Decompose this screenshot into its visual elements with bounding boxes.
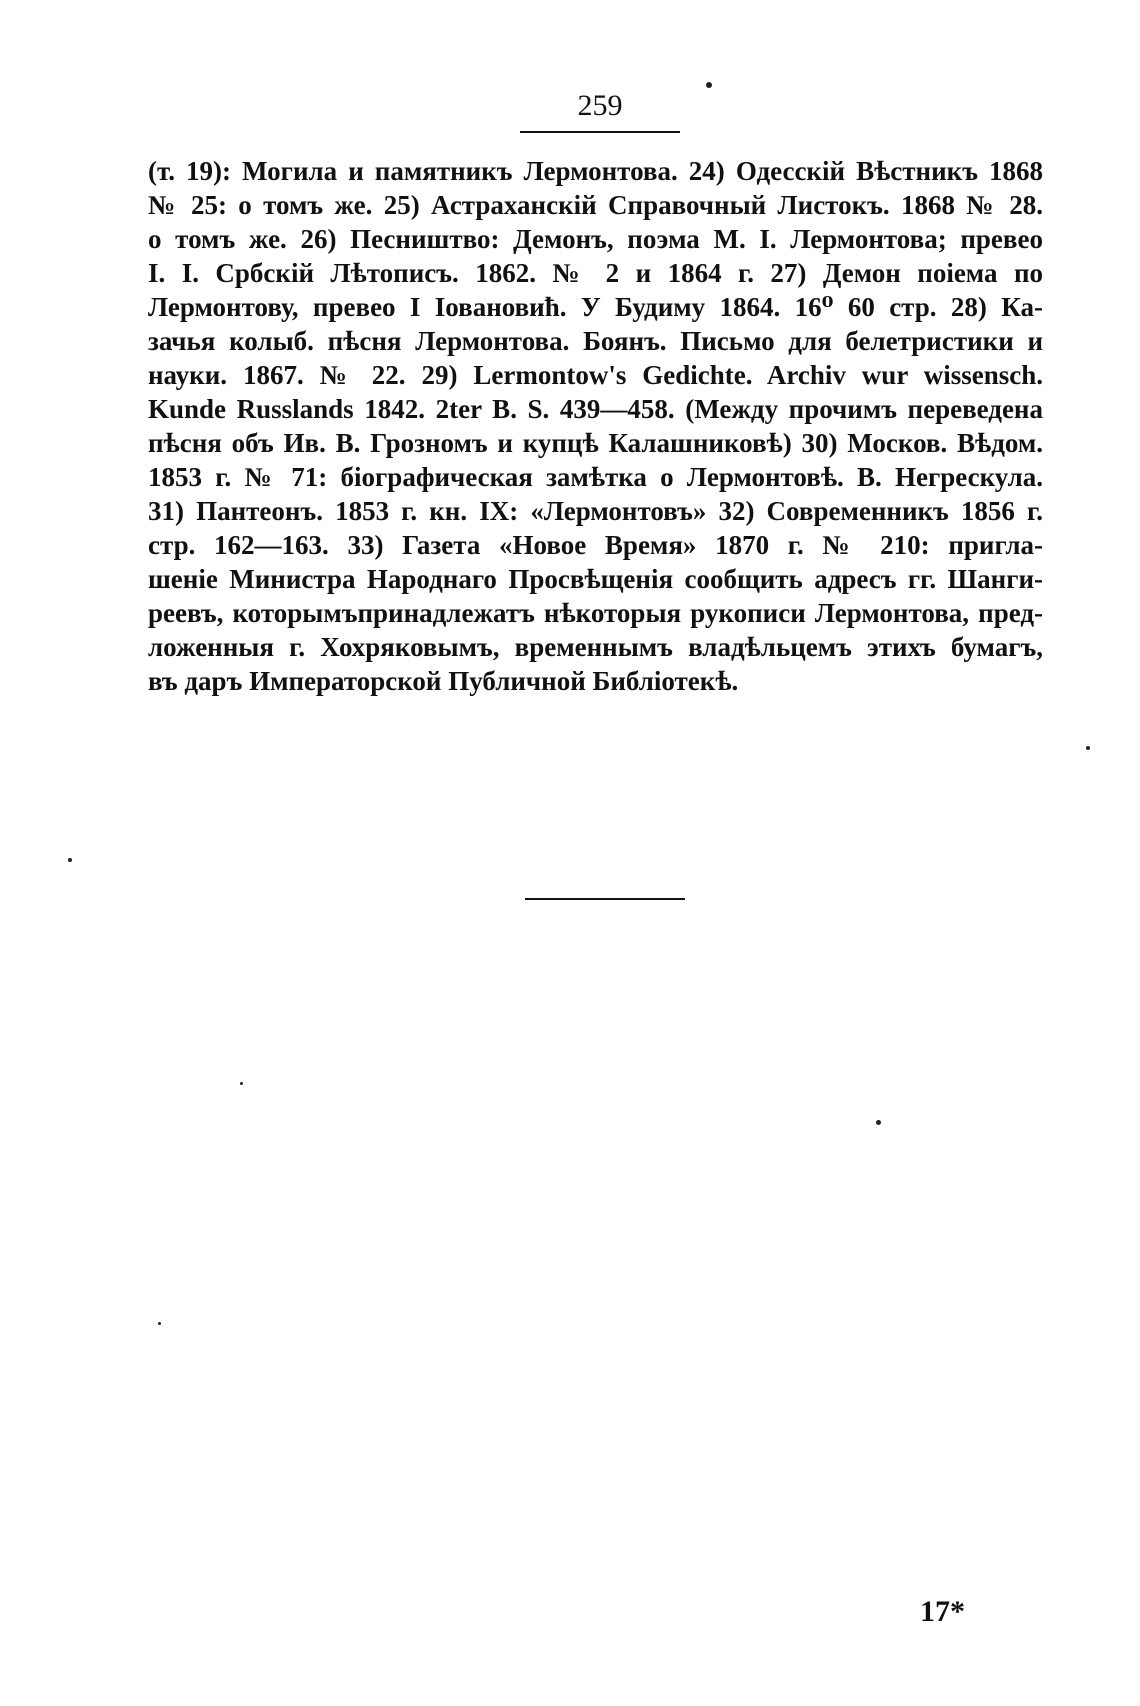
text-line: I. I. Србскій Лѣтописъ. 1862. № 2 и 1864 г. 27) Демон поіема по <box>148 258 1043 288</box>
text-line: реевъ, которымъпринадлежатъ нѣкоторыя рукописи Лермонтова, пред- <box>148 598 1043 628</box>
text-line: въ даръ Императорской Публичной Библіотекѣ. <box>148 666 739 696</box>
text-line: шеніе Министра Народнаго Просвѣщенія сообщить адресъ гг. Шанги- <box>148 564 1043 594</box>
scan-speck <box>1086 746 1090 750</box>
text-line: (т. 19): Могила и памятникъ Лермонтова. 24) Одесскій Вѣстникъ 1868 <box>148 156 1043 186</box>
section-end-rule <box>525 898 685 900</box>
text-line: Лермонтову, превео I Іовановић. У Будиму 1864. 16⁰ 60 стр. 28) Ка- <box>148 292 1043 322</box>
scan-speck <box>158 1322 161 1325</box>
bibliography-text <box>148 154 1043 698</box>
printer-signature-mark: 17* <box>920 1595 965 1628</box>
scan-speck <box>68 858 72 862</box>
header-rule <box>520 131 680 133</box>
scan-speck <box>876 1120 881 1125</box>
text-line: зачья колыб. пѣсня Лермонтова. Боянъ. Письмо для белетристики и <box>148 326 1043 356</box>
text-line: 31) Пантеонъ. 1853 г. кн. IX: «Лермонтовъ» 32) Современникъ 1856 г. <box>148 496 1043 526</box>
text-line: о томъ же. 26) Песништво: Демонъ, поэма М. I. Лермонтова; превео <box>148 224 1043 254</box>
text-line: № 25: о томъ же. 25) Астраханскій Справочный Листокъ. 1868 № 28. <box>148 190 1043 220</box>
page-number: 259 <box>577 89 623 122</box>
scan-speck <box>706 82 712 88</box>
text-line: науки. 1867. № 22. 29) Lermontow's Gedichte. Archiv wur wissensch. <box>148 360 1043 390</box>
text-line: стр. 162—163. 33) Газета «Новое Время» 1870 г. № 210: пригла- <box>148 530 1043 560</box>
text-line: ложенныя г. Хохряковымъ, временнымъ владѣльцемъ этихъ бумагъ, <box>148 632 1043 662</box>
scan-speck <box>240 1082 243 1085</box>
text-line: пѣсня объ Ив. В. Грозномъ и купцѣ Калашниковѣ) 30) Москов. Вѣдом. <box>148 428 1043 458</box>
text-line: Kunde Russlands 1842. 2ter B. S. 439—458. (Между прочимъ переведена <box>148 394 1043 424</box>
text-line: 1853 г. № 71: біографическая замѣтка о Лермонтовѣ. В. Негрескула. <box>148 462 1043 492</box>
